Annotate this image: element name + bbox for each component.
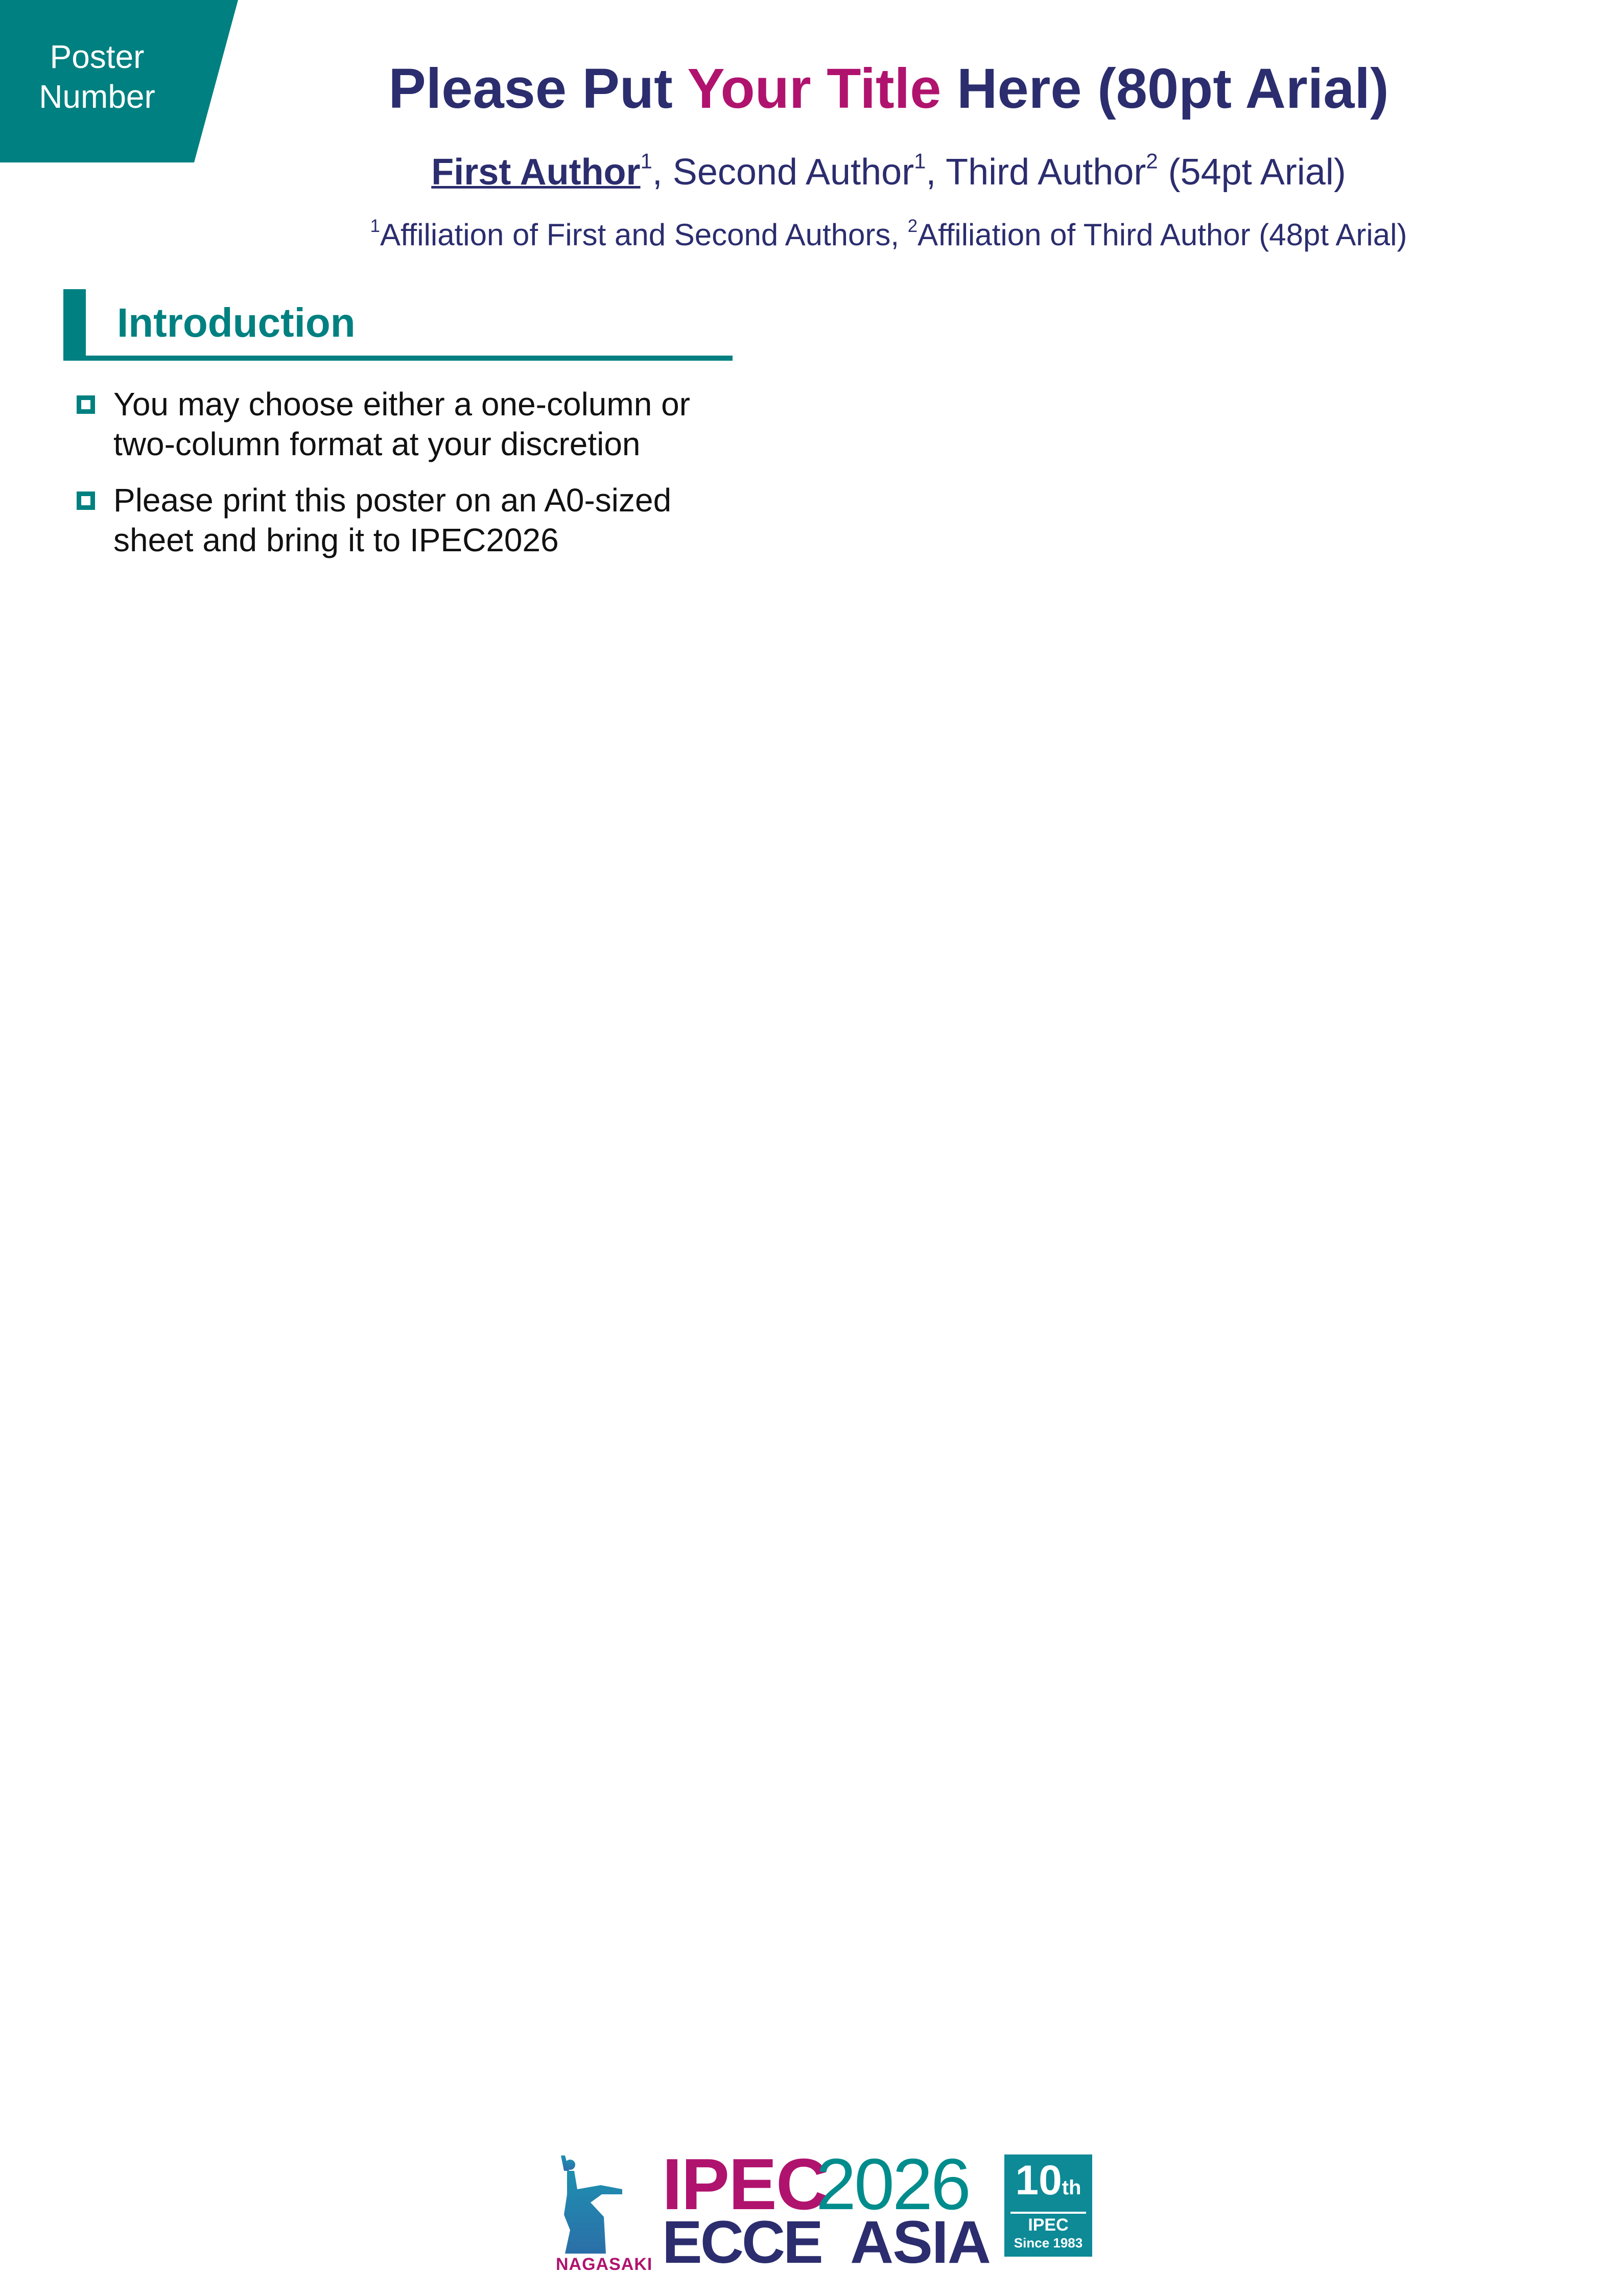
second-author: , Second Author	[652, 152, 914, 193]
title-part2: Here (80pt Arial)	[941, 57, 1389, 120]
poster-title	[0, 56, 1624, 121]
bullet-item	[77, 480, 741, 560]
first-author-sup: 1	[640, 149, 652, 173]
introduction-section-header	[63, 289, 733, 361]
section-accent-bar	[63, 289, 86, 361]
badge-org: IPEC	[1028, 2215, 1069, 2235]
badge-since: Since 1983	[1014, 2235, 1083, 2251]
tenth-anniversary-badge	[1004, 2154, 1092, 2257]
badge-suffix: th	[1062, 2176, 1081, 2199]
title-accent: Your Title	[687, 57, 942, 120]
introduction-bullets	[77, 384, 741, 576]
square-bullet-icon	[77, 491, 95, 510]
bullet-line: You may choose either a one-column or	[113, 386, 690, 423]
bullet-line: two-column format at your discretion	[113, 426, 641, 462]
badge-number	[1004, 2154, 1092, 2211]
nagasaki-figure-icon	[555, 2153, 631, 2256]
third-author-sup: 2	[1146, 149, 1158, 173]
section-underline	[63, 356, 733, 361]
affiliation-sup1: 1	[370, 216, 380, 236]
third-author: , Third Author	[926, 152, 1146, 193]
poster-number-line2: Number	[39, 78, 155, 115]
affiliation-sup2: 2	[907, 216, 918, 236]
logo-asia: ASIA	[850, 2209, 990, 2276]
title-part1: Please Put	[388, 57, 688, 120]
affiliations	[0, 217, 1624, 252]
bullet-line: Please print this poster on an A0-sized	[113, 482, 672, 519]
square-bullet-icon	[77, 395, 95, 414]
ipec-2026-logo	[552, 2144, 1103, 2276]
poster-number-line1: Poster	[50, 38, 145, 75]
affiliation-text2: Affiliation of Third Author (48pt Arial)	[917, 218, 1407, 252]
logo-ipec: IPEC	[662, 2144, 828, 2225]
bullet-item	[77, 384, 741, 464]
logo-city: NAGASAKI	[556, 2255, 653, 2274]
author-list	[0, 151, 1624, 193]
second-author-sup: 1	[914, 149, 926, 173]
logo-year: 2026	[816, 2144, 969, 2225]
badge-num: 10	[1015, 2157, 1062, 2204]
badge-divider	[1010, 2212, 1086, 2214]
first-author: First Author	[431, 152, 641, 193]
logo-ecce: ECCE	[662, 2209, 821, 2276]
affiliation-text1: Affiliation of First and Second Authors,	[380, 218, 908, 252]
introduction-heading: Introduction	[117, 300, 356, 345]
author-font-note: (54pt Arial)	[1158, 152, 1346, 193]
bullet-line: sheet and bring it to IPEC2026	[113, 522, 559, 558]
